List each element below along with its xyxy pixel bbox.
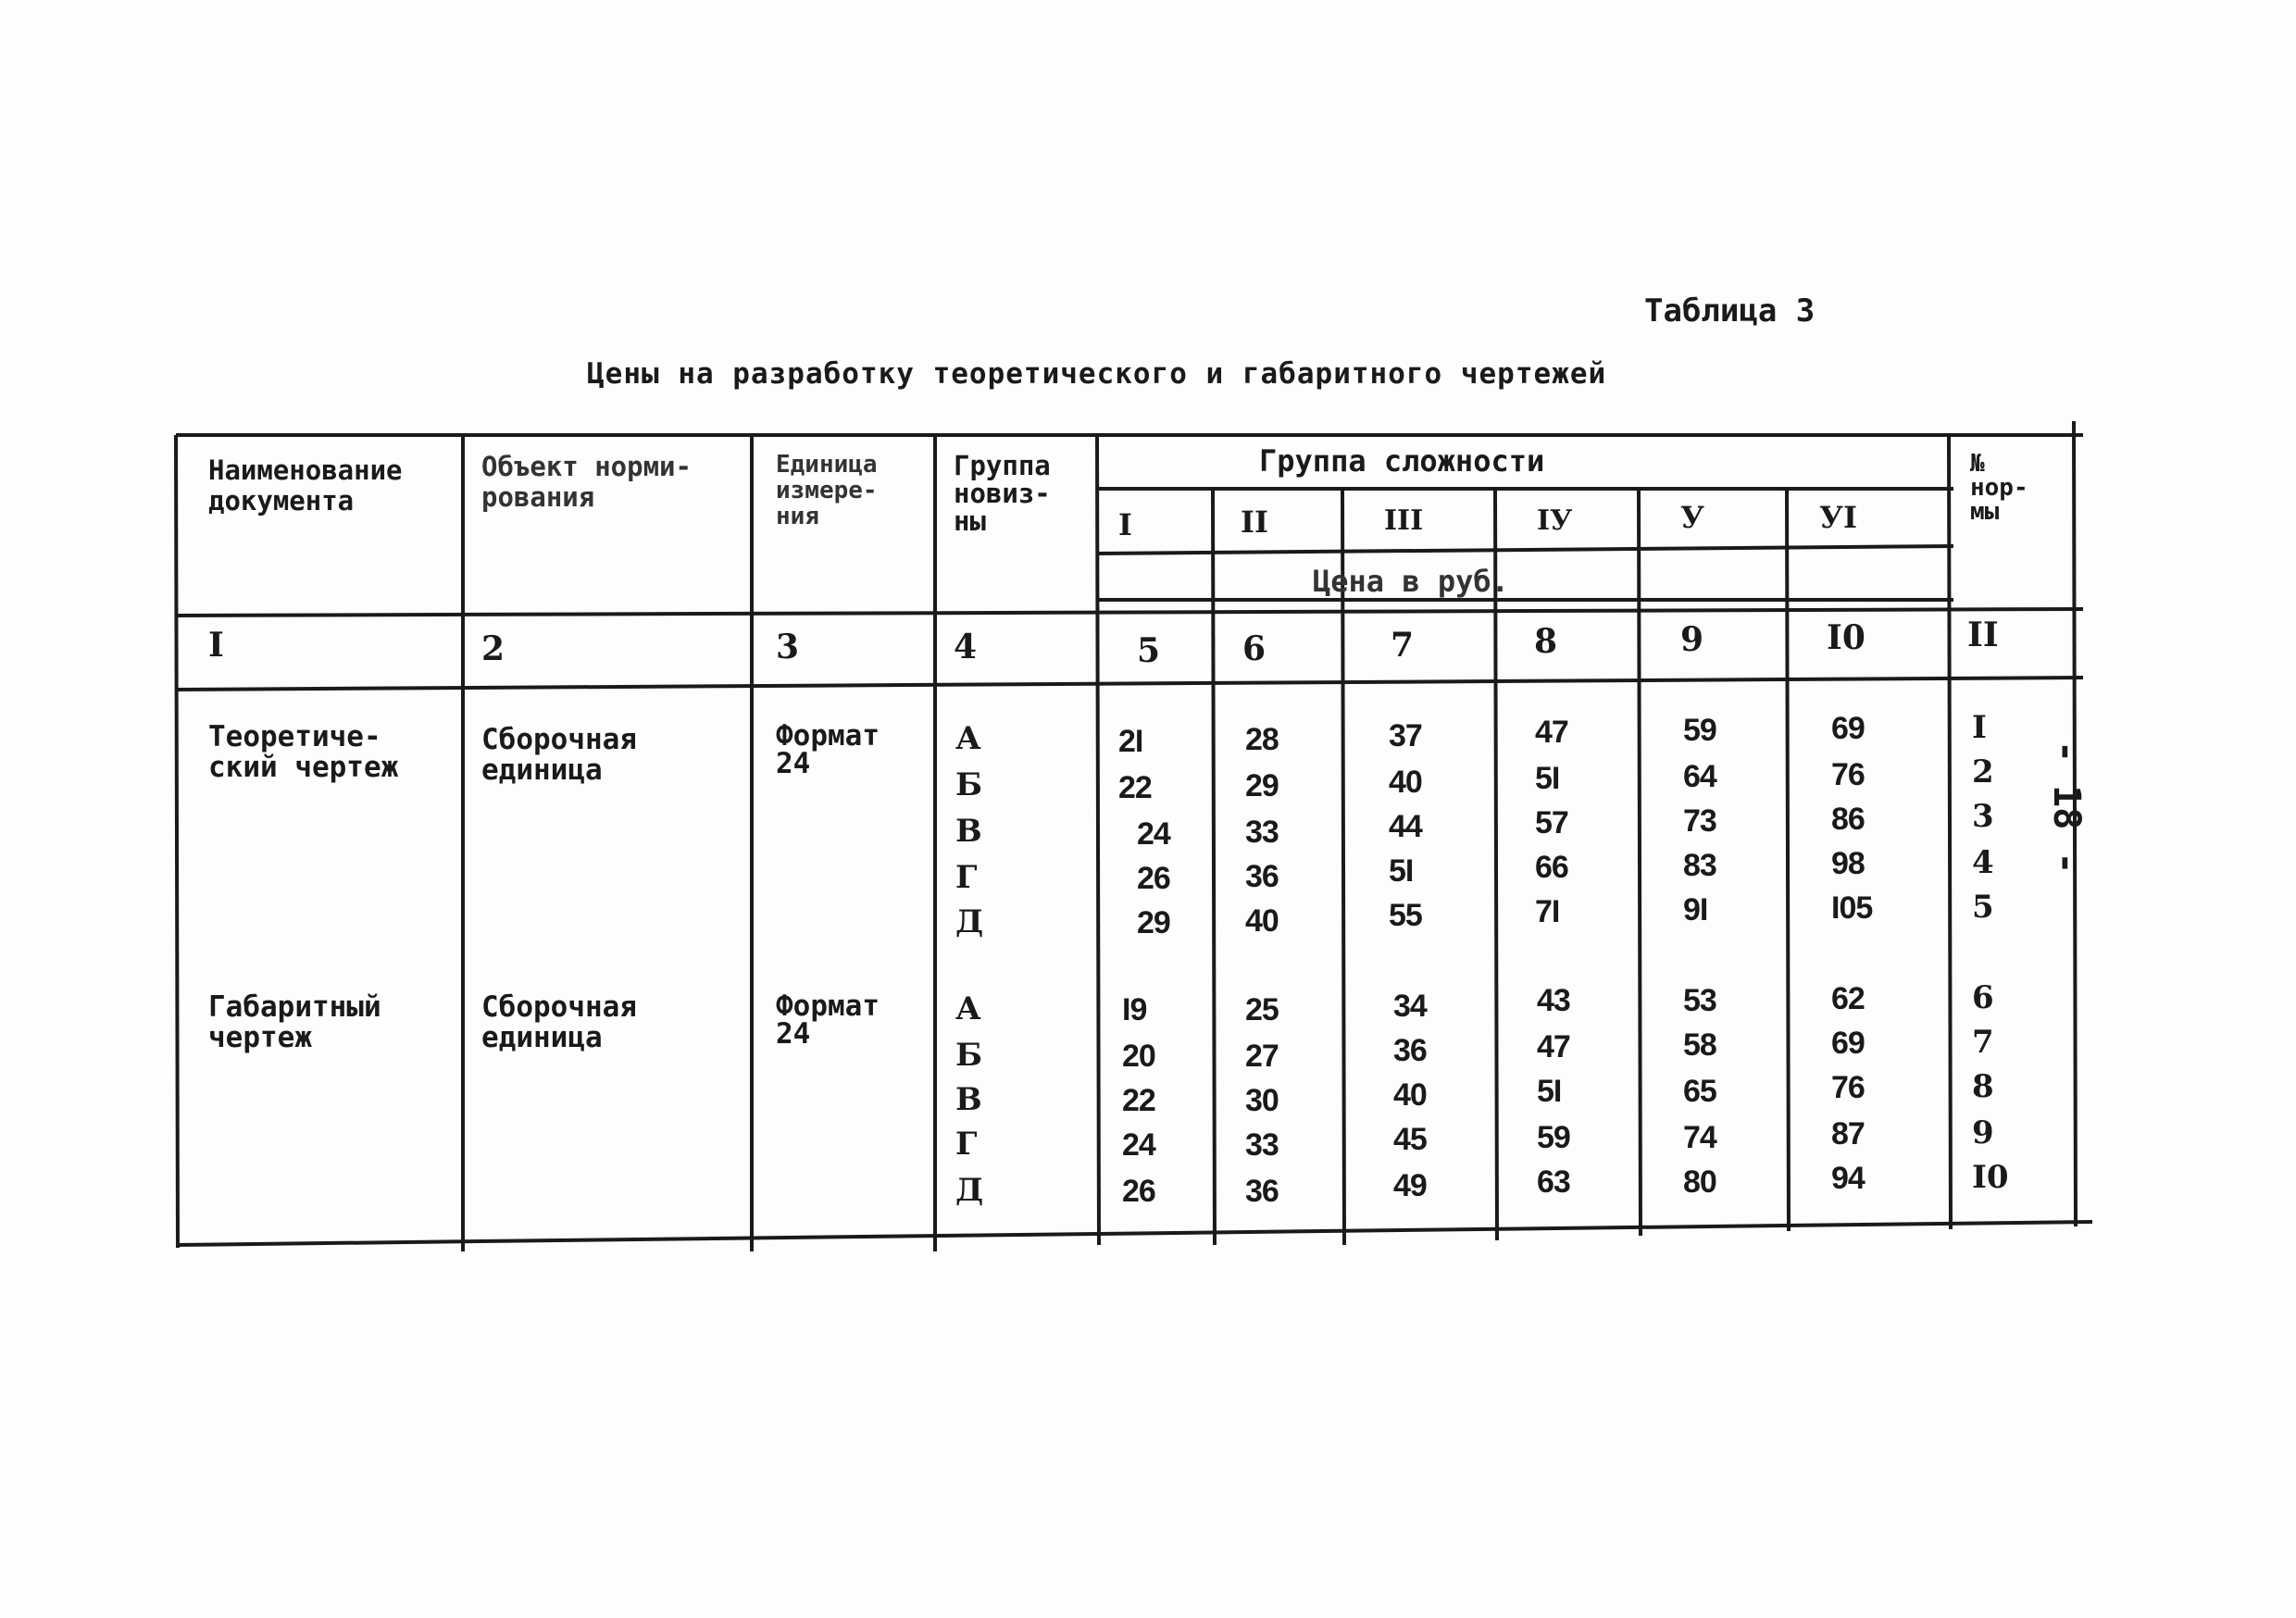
complexity-group-2: II bbox=[1241, 504, 1268, 540]
complexity-group-4: IУ bbox=[1537, 504, 1573, 537]
price-cell: 25 bbox=[1245, 992, 1279, 1027]
page-number: - 18 - bbox=[2045, 741, 2088, 875]
norm-number: 7 bbox=[1972, 1024, 1994, 1061]
section-1-group: Г bbox=[955, 859, 978, 896]
price-cell: 43 bbox=[1537, 983, 1570, 1018]
price-cell: 36 bbox=[1393, 1033, 1427, 1068]
price-cell: 40 bbox=[1245, 903, 1279, 939]
header-price-unit: Цена в руб. bbox=[1313, 564, 1509, 599]
price-cell: 36 bbox=[1245, 859, 1279, 894]
column-number: I0 bbox=[1827, 618, 1866, 657]
column-number: 3 bbox=[776, 628, 800, 666]
column-number: 6 bbox=[1242, 629, 1267, 668]
section-2-unit: Формат 24 bbox=[776, 989, 880, 1051]
price-cell: 59 bbox=[1683, 713, 1716, 748]
price-cell: 40 bbox=[1393, 1077, 1427, 1113]
price-cell: 24 bbox=[1122, 1127, 1155, 1163]
section-2-group: Б bbox=[955, 1037, 983, 1074]
header-doc-name: Наименование документа bbox=[208, 454, 403, 517]
price-cell: 2I bbox=[1118, 724, 1143, 759]
column-number: 7 bbox=[1391, 626, 1415, 665]
section-2-group: А bbox=[955, 990, 981, 1027]
price-cell: 44 bbox=[1389, 809, 1422, 844]
price-cell: 9I bbox=[1683, 892, 1708, 927]
complexity-group-1: I bbox=[1118, 507, 1132, 542]
price-cell: 69 bbox=[1831, 711, 1865, 746]
price-cell: 40 bbox=[1389, 765, 1422, 800]
price-cell: 86 bbox=[1831, 802, 1865, 837]
header-object: Объект норми- рования bbox=[481, 451, 692, 513]
price-cell: 26 bbox=[1122, 1174, 1155, 1209]
price-cell: 26 bbox=[1137, 861, 1170, 896]
price-cell: 73 bbox=[1683, 803, 1716, 839]
price-cell: 53 bbox=[1683, 983, 1716, 1018]
price-cell: 22 bbox=[1122, 1083, 1155, 1118]
norm-number: 4 bbox=[1972, 844, 1994, 881]
complexity-group-6: УI bbox=[1819, 500, 1857, 535]
price-cell: 36 bbox=[1245, 1174, 1279, 1209]
price-cell: 74 bbox=[1683, 1120, 1716, 1155]
section-2-group: В bbox=[955, 1081, 982, 1118]
norm-number: 3 bbox=[1972, 798, 1994, 835]
header-norm-no: № нор- мы bbox=[1970, 450, 2028, 526]
price-cell: 37 bbox=[1389, 718, 1422, 753]
section-1-doc-name: Теоретиче- ский чертеж bbox=[208, 720, 399, 784]
header-group: Группа новиз- ны bbox=[954, 450, 1051, 537]
price-cell: 33 bbox=[1245, 1127, 1279, 1163]
column-number: 9 bbox=[1680, 620, 1704, 659]
price-cell: 55 bbox=[1389, 898, 1422, 933]
price-cell: 5I bbox=[1537, 1074, 1562, 1109]
price-cell: 5I bbox=[1389, 853, 1414, 889]
price-cell: 59 bbox=[1537, 1120, 1570, 1155]
complexity-group-5: У bbox=[1680, 500, 1704, 535]
price-cell: 20 bbox=[1122, 1039, 1155, 1074]
header-complexity: Группа сложности bbox=[1259, 443, 1545, 479]
price-cell: 24 bbox=[1137, 816, 1170, 852]
price-cell: 66 bbox=[1535, 850, 1568, 885]
column-number: 5 bbox=[1137, 631, 1161, 670]
price-cell: 62 bbox=[1831, 981, 1865, 1016]
price-cell: 57 bbox=[1535, 805, 1568, 840]
price-cell: 69 bbox=[1831, 1026, 1865, 1061]
norm-number: 9 bbox=[1972, 1114, 1994, 1151]
column-number: 8 bbox=[1534, 622, 1558, 661]
price-cell: 33 bbox=[1245, 815, 1279, 850]
price-cell: 65 bbox=[1683, 1074, 1716, 1109]
price-cell: 28 bbox=[1245, 722, 1279, 757]
norm-number: 2 bbox=[1972, 753, 1994, 790]
price-cell: 76 bbox=[1831, 757, 1865, 792]
column-number: II bbox=[1967, 616, 1999, 654]
price-cell: I9 bbox=[1122, 992, 1147, 1027]
price-cell: 30 bbox=[1245, 1083, 1279, 1118]
section-1-object: Сборочная единица bbox=[481, 723, 637, 787]
table-caption: Цены на разработку теоретического и габаритного чертежей bbox=[587, 357, 1607, 391]
norm-number: 5 bbox=[1972, 889, 1994, 926]
price-cell: 7I bbox=[1535, 894, 1560, 929]
complexity-group-3: III bbox=[1384, 504, 1424, 537]
price-cell: 87 bbox=[1831, 1116, 1865, 1151]
price-cell: 27 bbox=[1245, 1039, 1279, 1074]
column-number: 2 bbox=[481, 629, 505, 668]
price-cell: 22 bbox=[1118, 770, 1152, 805]
price-cell: 47 bbox=[1535, 715, 1568, 750]
price-cell: 34 bbox=[1393, 989, 1427, 1024]
section-2-doc-name: Габаритный чертеж bbox=[208, 990, 381, 1054]
price-cell: 98 bbox=[1831, 846, 1865, 881]
section-2-group: Г bbox=[955, 1126, 978, 1163]
price-cell: 94 bbox=[1831, 1161, 1865, 1196]
section-1-group: Д bbox=[955, 903, 984, 940]
price-cell: 76 bbox=[1831, 1070, 1865, 1105]
price-cell: 63 bbox=[1537, 1164, 1570, 1200]
price-cell: 5I bbox=[1535, 761, 1560, 796]
price-cell: 29 bbox=[1137, 905, 1170, 940]
price-cell: 29 bbox=[1245, 768, 1279, 803]
table-label: Таблица 3 bbox=[1644, 292, 1816, 330]
norm-number: I bbox=[1972, 709, 1987, 746]
section-1-group: В bbox=[955, 813, 982, 850]
price-cell: 47 bbox=[1537, 1029, 1570, 1064]
price-cell: I05 bbox=[1831, 890, 1873, 926]
section-1-group: А bbox=[955, 720, 981, 757]
section-2-group: Д bbox=[955, 1172, 984, 1209]
norm-number: 8 bbox=[1972, 1068, 1994, 1105]
column-number: I bbox=[208, 626, 224, 665]
price-cell: 80 bbox=[1683, 1164, 1716, 1200]
price-cell: 64 bbox=[1683, 759, 1716, 794]
norm-number: I0 bbox=[1972, 1159, 2009, 1196]
norm-number: 6 bbox=[1972, 979, 1994, 1016]
header-unit: Единица измере- ния bbox=[776, 451, 878, 530]
price-cell: 83 bbox=[1683, 848, 1716, 883]
price-cell: 58 bbox=[1683, 1027, 1716, 1063]
price-cell: 45 bbox=[1393, 1122, 1427, 1157]
section-1-group: Б bbox=[955, 766, 983, 803]
section-1-unit: Формат 24 bbox=[776, 719, 880, 780]
column-number: 4 bbox=[954, 628, 978, 666]
section-2-object: Сборочная единица bbox=[481, 990, 637, 1054]
price-cell: 49 bbox=[1393, 1168, 1427, 1203]
